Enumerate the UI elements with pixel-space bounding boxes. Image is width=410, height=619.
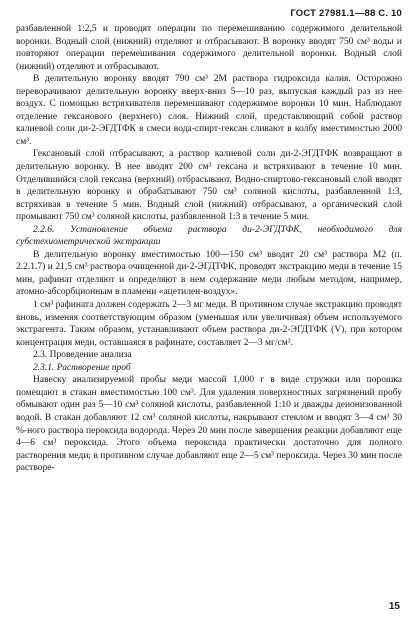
document-page bbox=[16, 8, 402, 614]
paragraph-koh-extraction: В делительную воронку вводят 790 см³ 2М раствора гидроксида калия. Осторожно переворачивают делительную воронку вверх-вниз 5—10 раз, выпуская каждый раз из нее воздух. С помощью встряхивателя перемешивают содержимое воронки 10 мин. Наблюдают отделение гексанового (верхнего) слоя. Нижний слой, представляющий собой раствор калиевой соли ди-2-ЭГДТФК в смеси вода-спирт-гексан сливают в колбу вместимостью 2000 см³. bbox=[16, 74, 402, 147]
standard-code: ГОСТ 27981.1—88 bbox=[290, 8, 376, 19]
paragraph-continuation: разбавленной 1:2,5 и проводят операции по перемешиванию содержимого делительной воронки. Водный слой (нижний) отделяют и отбрасывают. В воронку вводят 750 см³ воды и повторяют операции перемешивания содержимого делительной воронки. Водный слой (нижний) отделяют и отбрасывают. bbox=[16, 24, 402, 72]
paragraph-sample-dissolution: Навеску анализируемой пробы меди массой 1,000 г в виде стружки или порошка помещают в стакан вместимостью 100 см³. Для удаления поверхностных загрязнений пробу обмывают один раз 5—10 см³ соляной кислоты, разбавленной 1:10 и дважды деионизованной водой. В стакан добавляют 12 см³ соляной кислоты, накрывают стеклом и вводят 3—4 см³ 30 %-ного раствора пероксида водорода. Через 20 мин после завершения реакции добавляют еще 4—6 см³ пероксида. Этого объема пероксида практически достаточно для полного растворения меди; в противном случае добавляют еще 2—5 см³ пероксида. Через 30 мин после растворе- bbox=[16, 375, 402, 474]
section-title-2-3: 2.3. Проведение анализа bbox=[33, 350, 132, 361]
body-text bbox=[16, 23, 402, 475]
paragraph-hexane-layer: Гексановый слой отбрасывают, а раствор калиевой соли ди-2-ЭГДТФК возвращают в делительную воронку. В нее вводят 200 см³ гексана и встряхивают в течение 10 мин. Отделившийся слой гексана (верхний) отбрасывают. Водно-спиртово-гексановый слой вводят в делительную воронку и обрабатывают 750 см³ соляной кислоты, разбавленной 1:3, встряхивая в течение 5 мин. Водный слой (нижний) отбрасывают, а органический слой промывают 750 см³ соляной кислоты, разбавленной 1:3 в течение 5 мин. bbox=[16, 149, 402, 223]
header-page: С. 10 bbox=[378, 8, 402, 19]
paragraph-separatory-funnel: В делительную воронку вместимостью 100—150 см³ вводят 20 см³ раствора М2 (п. 2.2.1.7) и 21,5 см³ раствора очищенной ди-2-ЭГДТФК, проводят экстракцию меди в течение 15 мин, рафинат отделяют и определяют в нем содержание меди любым методом, например, атомно-абсорбционным в пламени «ацетилен-воздух». bbox=[16, 249, 402, 298]
subsection-title-2-2-6: 2.2.6. Установление объема раствора ди-2-ЭГДТФК, необходимого для субстехиометрической экстракции bbox=[16, 224, 402, 248]
subsection-title-2-3-1: 2.3.1. Растворение проб bbox=[33, 362, 131, 373]
running-header bbox=[16, 8, 402, 20]
page-number: 15 bbox=[388, 601, 400, 612]
paragraph-raffinate: 1 см³ рафината должен содержать 2—3 мг меди. В противном случае экстракцию проводят вновь, изменяя соответствующим образом (уменьшая или увеличивая) объем используемого экстрагента. Таким образом, устанавливают объем раствора ди-2-ЭГДТФК (V), при котором концентрация меди, оставшаяся в рафинате, составляет 2—3 мг/см³. bbox=[16, 300, 402, 348]
